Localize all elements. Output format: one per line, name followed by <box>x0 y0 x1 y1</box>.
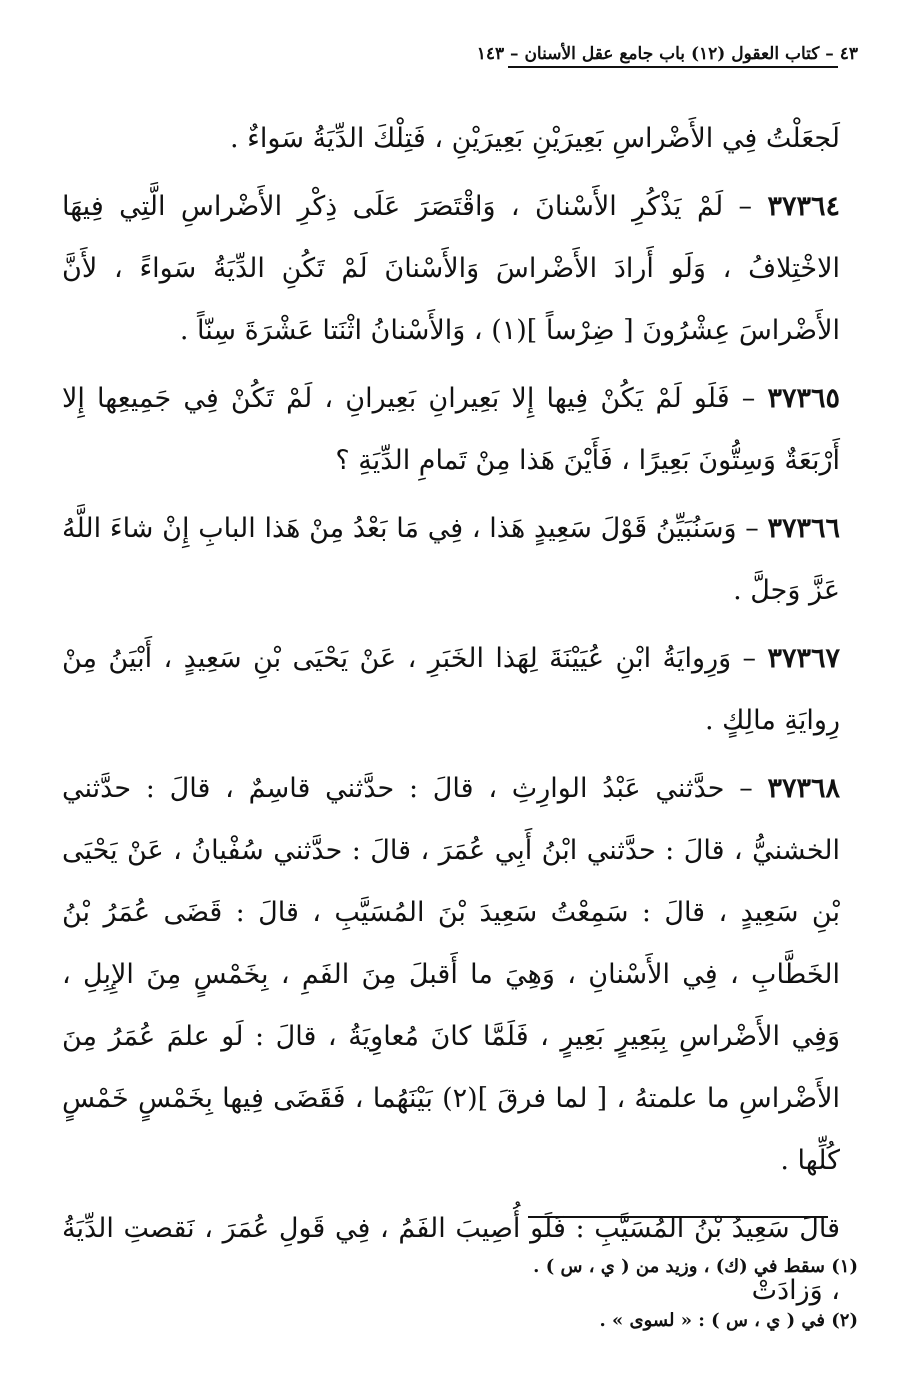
paragraph-text: – وَسَنُبَيِّنُ قَوْلَ سَعِيدٍ هَذا ، فِي مَا بَعْدُ مِنْ هَذا البابِ إِنْ شاءَ اللَّهُ عَزَّ وَجلَّ . <box>62 513 840 606</box>
footnote: (٢) في ( ي ، س ) : « لسوى » . <box>599 1310 858 1331</box>
header-rule <box>508 66 838 68</box>
paragraph-text: لَجعَلْتُ فِي الأَضْراسِ بَعِيرَيْنِ بَعِيرَيْنِ ، فَتِلْكَ الدِّيَةُ سَواءٌ . <box>230 123 840 154</box>
paragraph <box>62 758 840 1192</box>
paragraph-number: ٣٧٣٦٤ <box>767 191 840 222</box>
paragraph <box>62 498 840 622</box>
running-header: ٤٣ – كتاب العقول (١٢) باب جامع عقل الأسنان – ١٤٣ <box>476 44 858 64</box>
paragraph-number: ٣٧٣٦٦ <box>767 513 840 544</box>
footnote: (١) سقط في (ك) ، وزيد من ( ي ، س ) . <box>533 1256 858 1277</box>
footnotes <box>98 1240 858 1348</box>
paragraph-number: ٣٧٣٦٨ <box>767 773 840 804</box>
paragraph-text: – فَلَو لَمْ يَكُنْ فِيها إِلا بَعِيرانِ بَعِيرانِ ، لَمْ تَكُنْ فِي جَمِيعِها إِلا أَرْبَعَةٌ وَسِتُّونَ بَعِيرًا ، فَأَيْنَ هَذا مِنْ تَمامِ الدِّيَةِ ؟ <box>62 383 840 476</box>
paragraph <box>62 368 840 492</box>
paragraph-text: – حدَّثني عَبْدُ الوارِثِ ، قالَ : حدَّثني قاسِمٌ ، قالَ : حدَّثني الخشنيُّ ، قالَ : حدَّثني ابْنُ أَبِي عُمَرَ ، قالَ : حدَّثني سُفْيانُ ، عَنْ يَحْيَى بْنِ سَعِيدٍ ، قالَ : سَمِعْتُ سَعِيدَ بْنَ المُسَيَّبِ ، قالَ : قَضَى عُمَرُ بْنُ الخَطَّابِ ، فِي الأَسْنانِ ، وَهِيَ ما أَقبلَ مِنَ الفَمِ ، بِخَمْسٍ مِنَ الإِبِلِ ، وَفِي الأَضْراسِ بِبَعِيرٍ بَعِيرٍ ، فَلَمَّا كانَ مُعاوِيَةُ ، قالَ : لَو علمَ عُمَرُ مِنَ الأَضْراسِ ما علمتهُ ، [ لما فرقَ ](٢) بَيْنَهُما ، فَقَضَى فِيها بِخَمْسٍ خَمْسٍ كُلِّها . <box>62 773 840 1176</box>
paragraph-number: ٣٧٣٦٧ <box>767 643 840 674</box>
main-text <box>62 108 840 1328</box>
paragraph <box>62 176 840 362</box>
footnote-rule <box>528 1216 828 1218</box>
paragraph <box>62 628 840 752</box>
paragraph-number: ٣٧٣٦٥ <box>767 383 840 414</box>
paragraph-text: – لَمْ يَذْكُرِ الأَسْنانَ ، وَاقْتَصَرَ عَلَى ذِكْرِ الأَضْراسِ الَّتِي فِيهَا الاخْتِلافُ ، وَلَو أَرادَ الأَضْراسَ وَالأَسْنانَ لَمْ تَكُنِ الدِّيَةُ سَواءً ، لأَنَّ الأَضْراسَ عِشْرُونَ [ ضِرْساً ](١) ، وَالأَسْنانُ اثْنَتا عَشْرَةَ سِنّاً . <box>62 191 840 346</box>
paragraph-text: قالَ سَعِيدُ بْنُ المُسَيَّبِ : فَلَو أُصِيبَ الفَمُ ، فِي قَولِ عُمَرَ ، نَقصتِ الدِّيَةُ ، وَزادَتْ <box>62 1213 840 1306</box>
paragraph <box>62 108 840 170</box>
paragraph-text: – وَرِوايَةُ ابْنِ عُيَيْنَةَ لِهَذا الخَبَرِ ، عَنْ يَحْيَى بْنِ سَعِيدٍ ، أَبْيَنُ مِنْ رِوايَةِ مالِكٍ . <box>62 643 840 736</box>
